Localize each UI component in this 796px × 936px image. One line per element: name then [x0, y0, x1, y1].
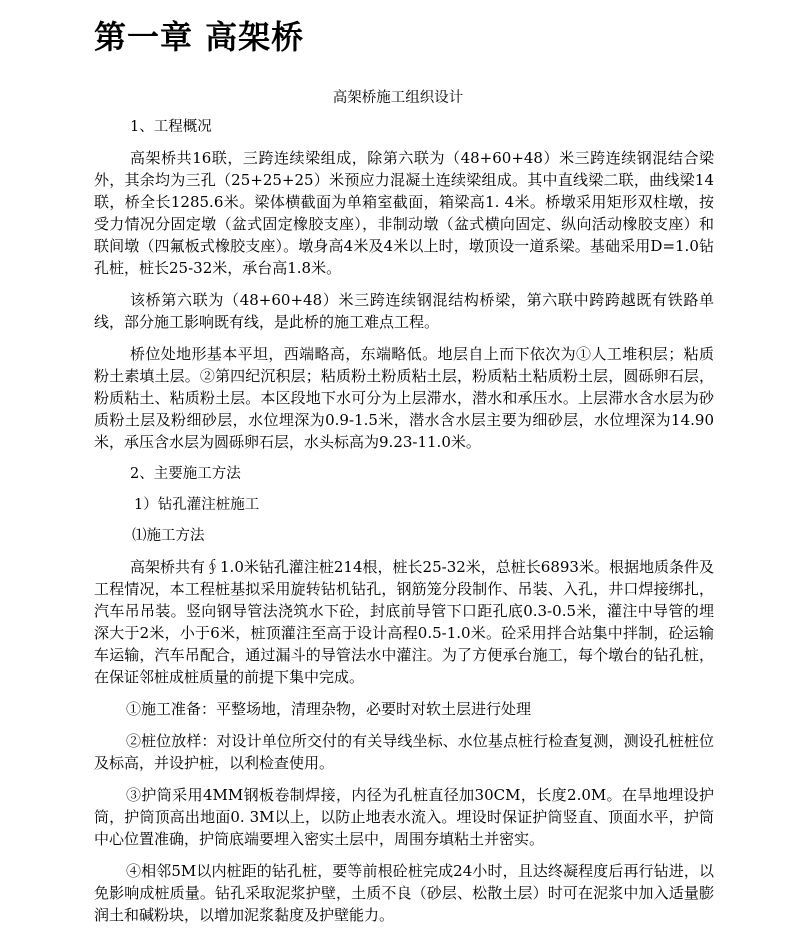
paragraph-geology: 桥位处地形基本平坦，西端略高，东端略低。地层自上而下依次为①人工堆积层；粘质粉土素填土层。②第四纪沉积层；粘质粉土粉质粘土层，粉质粘土粘质粉土层，圆砾卵石层，粉质粘土、粘质粉土层。本区段地下水可分为上层滞水，潜水和承压水。上层滞水含水层为砂质粉土层及粉细砂层，水位埋深为0.9-1.5米，潜水含水层主要为细砂层，水位埋深为14.90米，承压含水层为圆砾卵石层，水头标高为9.23-11.0米。: [94, 345, 714, 451]
paragraph-pile-method: 高架桥共有∮1.0米钻孔灌注桩214根，桩长25-32米，总桩长6893米。根据地质条件及工程情况，本工程桩基拟采用旋转钻机钻孔，钢筋笼分段制作、吊装、入孔，井口焊接绑扎，汽车吊吊装。竖向钢导管法浇筑水下砼，封底前导管下口距孔底0.3-0.5米，灌注中导管的埋深大于2米，小于6米，桩顶灌注至高于设计高程0.5-1.0米。砼采用拌合站集中拌制，砼运输车运输，汽车吊配合，通过漏斗的导管法水中灌注。为了方便承台施工，每个墩台的钻孔桩，在保证邻桩成桩质量的前提下集中完成。: [94, 558, 714, 686]
document-body: [94, 116, 714, 936]
step-drilling: ④相邻5M以内桩距的钻孔桩，要等前根砼桩完成24小时，且达终凝程度后再行钻进，以免影响成桩质量。钻孔采取泥浆护壁，土质不良（砂层、松散土层）时可在泥浆中加入适量膨润土和碱粉块，以增加泥浆黏度及护壁能力。: [94, 862, 714, 924]
paragraph-bridge-summary: 高架桥共16联，三跨连续梁组成，除第六联为（48+60+48）米三跨连续钢混结合梁外，其余均为三孔（25+25+25）米预应力混凝土连续梁组成。其中直线梁二联，曲线梁14联，桥全长1285.6米。梁体横截面为单箱室截面，箱梁高1. 4米。桥墩采用矩形双柱墩，按受力情况分固定墩（盆式固定橡胶支座），非制动墩（盆式横向固定、纵向活动橡胶支座）和联间墩（四氟板式橡胶支座）。墩身高4米及4米以上时，墩顶设一道系梁。基础采用D=1.0钻孔桩，桩长25-32米，承台高1.8米。: [94, 149, 714, 277]
step-preparation: ①施工准备：平整场地，清理杂物，必要时对软土层进行处理: [126, 700, 532, 718]
step-casing: ③护筒采用4MM钢板卷制焊接，内径为孔桩直径加30CM，长度2.0M。在旱地埋设护筒，护筒顶高出地面0. 3M以上，以防止地表水流入。埋设时保证护筒竖直、顶面水平，护筒中心位置准确，护筒底端要埋入密实土层中，周围夯填粘土并密实。: [94, 786, 714, 848]
subsection-heading-construction-method: ⑴施工方法: [132, 528, 205, 544]
section-heading-methods: 2、主要施工方法: [130, 466, 241, 482]
document-title: 高架桥施工组织设计: [332, 90, 464, 106]
subsection-heading-bored-piles: 1）钻孔灌注桩施工: [134, 497, 260, 513]
section-heading-overview: 1、工程概况: [130, 119, 212, 135]
chapter-title: 第一章 高架桥: [94, 18, 305, 56]
step-setting-out: ②桩位放样：对设计单位所交付的有关导线坐标、水位基点桩行检查复测，测设孔桩桩位及标高，并设护桩，以利检查使用。: [94, 732, 714, 772]
paragraph-sixth-span: 该桥第六联为（48+60+48）米三跨连续钢混结构桥梁，第六联中跨跨越既有铁路单线，部分施工影响既有线，是此桥的施工难点工程。: [94, 291, 714, 331]
